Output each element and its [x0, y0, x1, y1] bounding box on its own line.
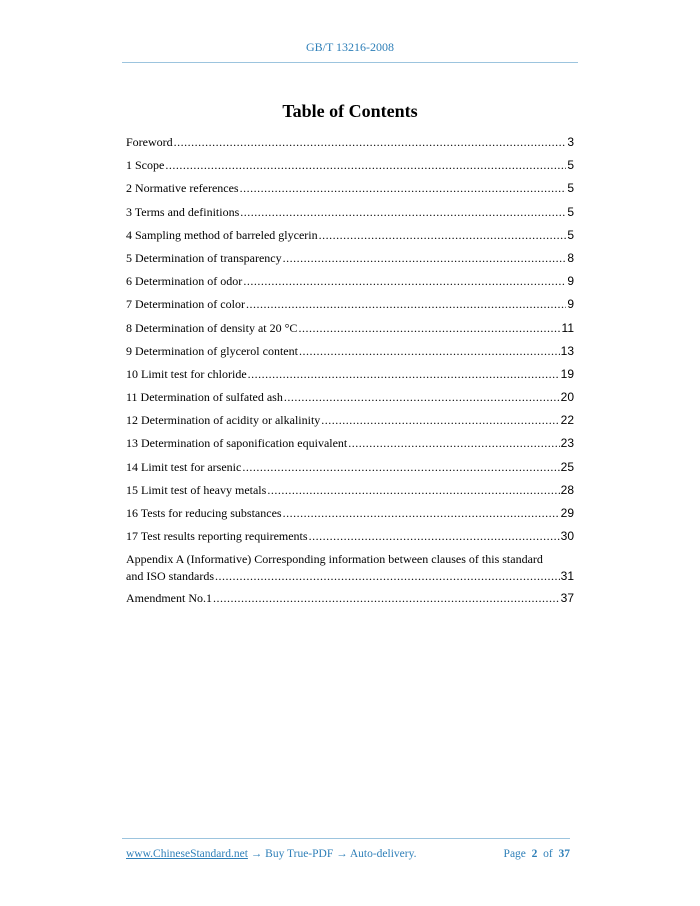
- toc-entry[interactable]: [126, 344, 574, 367]
- toc-entry-title: 11 Determination of sulfated ash: [126, 390, 283, 405]
- dot-leader: [283, 251, 567, 265]
- toc-entry-page: 30: [560, 529, 574, 544]
- toc-entry[interactable]: [126, 367, 574, 390]
- toc-entry[interactable]: [126, 181, 574, 204]
- table-of-contents: [126, 135, 574, 615]
- toc-entry-title: 10 Limit test for chloride: [126, 366, 247, 381]
- dot-leader: [174, 135, 567, 149]
- toc-entry-page: 37: [560, 591, 574, 606]
- dot-leader: [284, 390, 560, 404]
- toc-entry-page: 3: [567, 135, 574, 149]
- toc-entry-title: 16 Tests for reducing substances: [126, 506, 282, 520]
- toc-entry-page: 8: [567, 250, 574, 265]
- toc-entry[interactable]: [126, 228, 574, 251]
- dot-leader: [309, 529, 560, 543]
- toc-entry-page: 28: [560, 482, 574, 497]
- dot-leader: [248, 367, 560, 381]
- toc-entry[interactable]: [126, 506, 574, 529]
- toc-entry[interactable]: [126, 297, 574, 320]
- total-page-number: 37: [558, 848, 570, 860]
- dot-leader: [213, 591, 560, 605]
- toc-title: Table of Contents: [282, 101, 418, 121]
- toc-entry-title: 14 Limit test for arsenic: [126, 459, 242, 474]
- dot-leader: [243, 274, 566, 288]
- toc-entry[interactable]: [126, 251, 574, 274]
- toc-entry[interactable]: [126, 591, 574, 614]
- toc-entry-page: 9: [567, 297, 574, 312]
- toc-entry-page: 5: [567, 204, 574, 219]
- dot-leader: [242, 460, 559, 474]
- toc-entry-page: 5: [567, 227, 574, 242]
- toc-entry-page: 31: [560, 569, 574, 584]
- dot-leader: [215, 569, 560, 583]
- toc-entry[interactable]: [126, 460, 574, 483]
- footer-divider: [122, 838, 570, 839]
- toc-entry-page: 13: [560, 343, 574, 358]
- page-of-label: of: [543, 848, 553, 860]
- dot-leader: [267, 483, 559, 497]
- footer-promo: [126, 848, 416, 860]
- toc-entry[interactable]: [126, 436, 574, 459]
- toc-entry[interactable]: [126, 274, 574, 297]
- toc-entry[interactable]: [126, 321, 574, 344]
- toc-entry-title: Amendment No.1: [126, 591, 212, 606]
- toc-entry-title: 8 Determination of density at 20 °C: [126, 320, 298, 335]
- dot-leader: [319, 228, 567, 242]
- dot-leader: [298, 321, 560, 335]
- toc-entry-title: and ISO standards: [126, 569, 214, 584]
- toc-entry-page: 19: [560, 366, 574, 381]
- toc-entry-page: 20: [560, 390, 574, 405]
- toc-entry-title: 15 Limit test of heavy metals: [126, 482, 267, 497]
- toc-entry-title: 9 Determination of glycerol content: [126, 343, 298, 358]
- toc-entry[interactable]: [126, 529, 574, 552]
- dot-leader: [321, 413, 559, 427]
- toc-entry-page: 29: [560, 506, 574, 520]
- page-label: Page: [503, 848, 526, 860]
- toc-entry[interactable]: [126, 205, 574, 228]
- toc-entry-page: 23: [560, 436, 574, 451]
- dot-leader: [240, 181, 567, 195]
- toc-entry-page: 11: [561, 320, 574, 335]
- dot-leader: [246, 297, 566, 311]
- dot-leader: [348, 436, 559, 450]
- toc-entry[interactable]: [126, 158, 574, 181]
- toc-entry-title: 12 Determination of acidity or alkalinity: [126, 413, 321, 428]
- toc-entry-title: 13 Determination of saponification equivalent: [126, 436, 348, 451]
- website-link[interactable]: www.ChineseStandard.net: [126, 848, 248, 860]
- dot-leader: [165, 158, 566, 172]
- toc-entry-title: Foreword: [126, 135, 173, 149]
- toc-entry[interactable]: [126, 413, 574, 436]
- toc-entry-page: 5: [567, 181, 574, 196]
- toc-entry[interactable]: [126, 390, 574, 413]
- toc-entry-title: 1 Scope: [126, 158, 165, 173]
- toc-entry-title-line1: Appendix A (Informative) Corresponding information between clauses of this standard: [126, 552, 543, 567]
- current-page-number: 2: [531, 848, 538, 860]
- document-header: GB/T 13216-2008: [305, 40, 395, 54]
- toc-entry-title: 7 Determination of color: [126, 297, 245, 312]
- toc-entry-page: 9: [567, 274, 574, 289]
- dot-leader: [240, 205, 566, 219]
- toc-entry-title: 5 Determination of transparency: [126, 250, 282, 265]
- toc-entry-title: 17 Test results reporting requirements: [126, 529, 308, 544]
- header-divider: [122, 62, 578, 63]
- toc-entry-title: 6 Determination of odor: [126, 274, 243, 289]
- toc-entry-page: 25: [560, 459, 574, 474]
- toc-entry[interactable]: [126, 135, 574, 158]
- toc-entry-title: 2 Normative references: [126, 181, 239, 196]
- page-indicator: [504, 848, 570, 860]
- toc-entry-page: 22: [560, 413, 574, 428]
- toc-entry[interactable]: [126, 483, 574, 506]
- toc-entry-title: 4 Sampling method of barreled glycerin: [126, 227, 318, 242]
- dot-leader: [283, 506, 560, 520]
- toc-entry-page: 5: [567, 158, 574, 173]
- toc-entry-appendix[interactable]: [126, 552, 574, 591]
- toc-entry-title: 3 Terms and definitions: [126, 204, 240, 219]
- dot-leader: [299, 344, 560, 358]
- footer-tagline: → Buy True-PDF → Auto-delivery.: [247, 848, 417, 860]
